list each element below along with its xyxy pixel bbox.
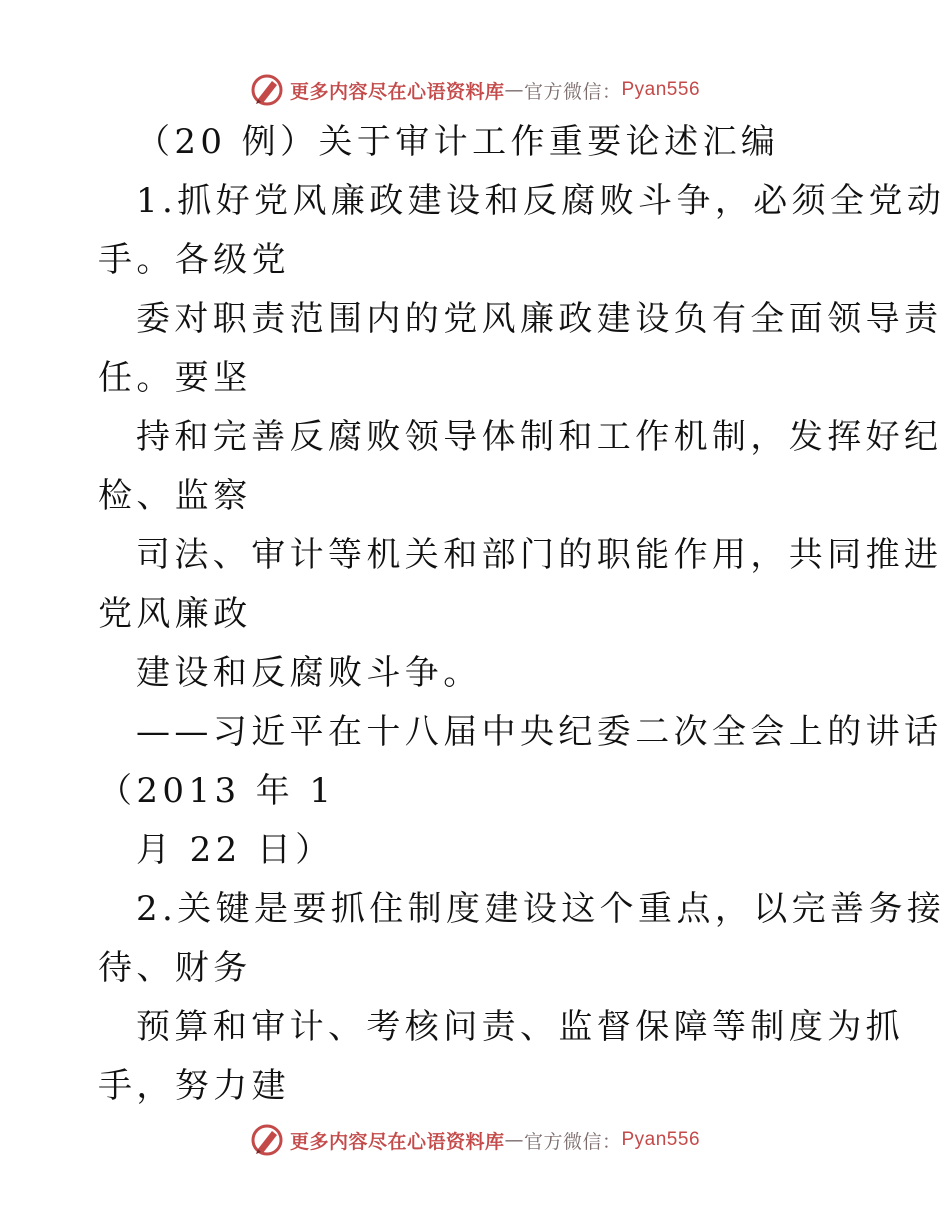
pen-logo-icon (250, 73, 284, 107)
text-line: 预算和审计、考核问责、监督保障等制度为抓 (136, 1007, 904, 1047)
text-line: 司法、审计等机关和部门的职能作用，共同推进 (136, 535, 943, 575)
banner-wechat-label: 官方微信： (523, 80, 622, 103)
text-line: 手，努力建 (98, 1066, 290, 1106)
text-line: 持和完善反腐败领导体制和工作机制，发挥好纪 (136, 417, 943, 457)
banner-dash: — (504, 1129, 524, 1151)
header-watermark-banner (0, 70, 950, 110)
banner-site-text: 更多内容尽在心语资料库 (289, 80, 505, 103)
banner-site-text: 更多内容尽在心语资料库 (289, 1130, 505, 1153)
text-line: 1.抓好党风廉政建设和反腐败斗争，必须全党动 (136, 181, 946, 221)
text-line: （2013 年 1 (98, 771, 336, 811)
text-line: 任。要坚 (98, 358, 252, 398)
pen-logo-icon (250, 1123, 284, 1157)
text-line: 建设和反腐败斗争。 (136, 653, 482, 693)
text-line: ——习近平在十八届中央纪委二次全会上的讲话 (136, 712, 943, 752)
banner-wechat-id: Pyan556 (621, 1129, 701, 1150)
text-line: 待、财务 (98, 948, 252, 988)
text-line: 检、监察 (98, 476, 252, 516)
banner-wechat-id: Pyan556 (621, 79, 701, 100)
document-title: （20 例）关于审计工作重要论述汇编 (136, 122, 780, 162)
footer-watermark-banner (0, 1120, 950, 1160)
text-line: 月 22 日） (136, 830, 334, 870)
text-line: 委对职责范围内的党风廉政建设负有全面领导责 (136, 299, 943, 339)
text-line: 党风廉政 (98, 594, 252, 634)
text-line: 2.关键是要抓住制度建设这个重点，以完善务接 (136, 889, 946, 929)
banner-wechat-label: 官方微信： (523, 1130, 622, 1153)
banner-dash: — (504, 79, 524, 101)
text-line: 手。各级党 (98, 240, 290, 280)
